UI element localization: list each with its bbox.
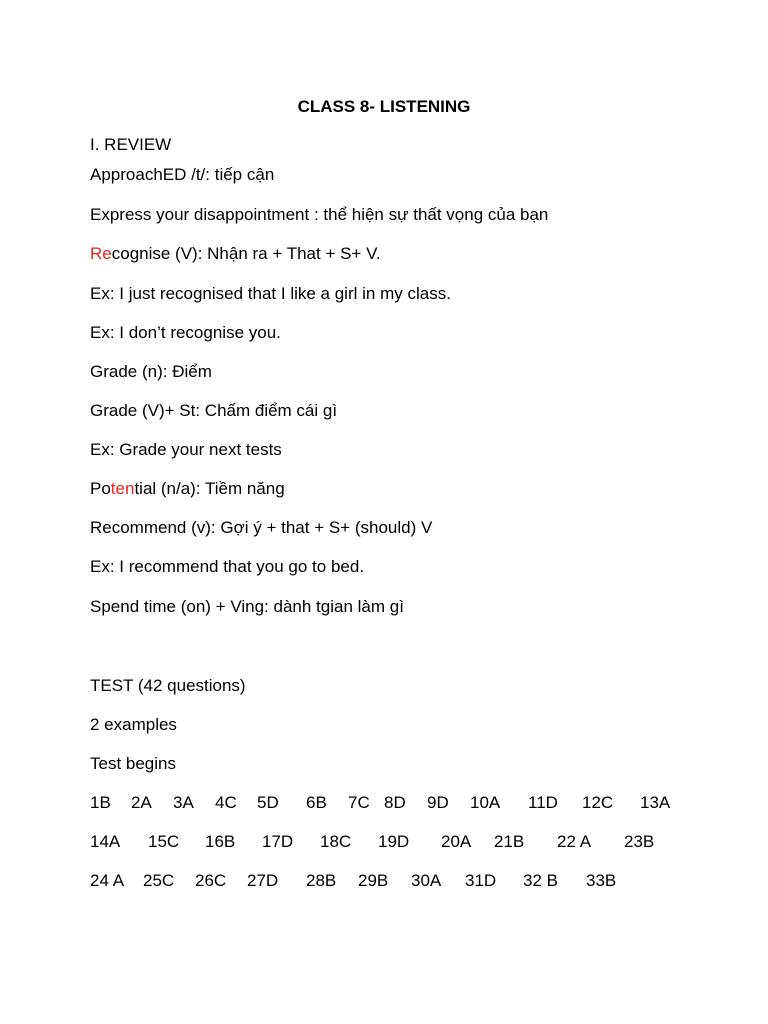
answer-item: 6B	[306, 793, 327, 812]
test-begins: Test begins	[90, 754, 176, 773]
potential-rest: tial (n/a): Tiềm năng	[134, 479, 285, 498]
test-heading: TEST (42 questions)	[90, 676, 246, 695]
answer-item: 14A	[90, 832, 121, 851]
answer-item: 26C	[195, 871, 227, 890]
answer-item: 21B	[494, 832, 525, 851]
answer-item: 17D	[262, 832, 294, 851]
example-dont-recognise: Ex: I don’t recognise you.	[90, 323, 281, 342]
vocab-recognise	[90, 243, 381, 265]
answer-item: 18C	[320, 832, 352, 851]
example-recognised: Ex: I just recognised that I like a girl in my class.	[90, 284, 451, 303]
vocab-recommend: Recommend (v): Gợi ý + that + S+ (should) V	[90, 518, 433, 537]
highlight-ten: ten	[110, 479, 135, 498]
answer-item: 29B	[358, 871, 389, 890]
example-grade: Ex: Grade your next tests	[90, 440, 282, 459]
answer-item: 30A	[411, 871, 442, 890]
answer-item: 28B	[306, 871, 337, 890]
answer-item: 13A	[640, 793, 671, 812]
answer-item: 8D	[384, 793, 406, 812]
answer-item: 31D	[465, 871, 497, 890]
vocab-approached: ApproachED /t/: tiếp cận	[90, 165, 275, 184]
answer-item: 9D	[427, 793, 449, 812]
answer-item: 4C	[215, 793, 237, 812]
answer-item: 33B	[586, 871, 617, 890]
test-examples: 2 examples	[90, 715, 177, 734]
answer-item: 1B	[90, 793, 111, 812]
answer-item: 12C	[582, 793, 614, 812]
vocab-express: Express your disappointment : thể hiện sự thất vọng của bạn	[90, 205, 549, 224]
answer-item: 24 A	[90, 871, 125, 890]
answer-item: 19D	[378, 832, 410, 851]
vocab-potential	[90, 478, 285, 500]
vocab-grade-noun: Grade (n): Điểm	[90, 362, 212, 381]
highlight-re: Re	[90, 244, 112, 263]
answer-item: 15C	[148, 832, 180, 851]
answer-item: 27D	[247, 871, 279, 890]
answer-item: 2A	[131, 793, 152, 812]
answer-item: 3A	[173, 793, 194, 812]
answer-item: 5D	[257, 793, 279, 812]
vocab-grade-verb: Grade (V)+ St: Chấm điểm cái gì	[90, 401, 338, 420]
recognise-rest: cognise (V): Nhận ra + That + S+ V.	[111, 244, 381, 263]
vocab-spend-time: Spend time (on) + Ving: dành tgian làm gì	[90, 597, 404, 616]
answer-item: 11D	[528, 793, 558, 812]
answer-item: 20A	[441, 832, 472, 851]
answer-item: 32 B	[523, 871, 558, 890]
page-title: CLASS 8- LISTENING	[297, 97, 471, 116]
answer-item: 22 A	[557, 832, 592, 851]
answer-item: 16B	[205, 832, 236, 851]
answer-item: 23B	[624, 832, 655, 851]
potential-pre: Po	[90, 479, 111, 498]
answer-item: 7C	[348, 793, 370, 812]
example-recommend: Ex: I recommend that you go to bed.	[90, 557, 365, 576]
answer-item: 10A	[470, 793, 501, 812]
section-heading-review: I. REVIEW	[90, 135, 172, 154]
answer-item: 25C	[143, 871, 175, 890]
